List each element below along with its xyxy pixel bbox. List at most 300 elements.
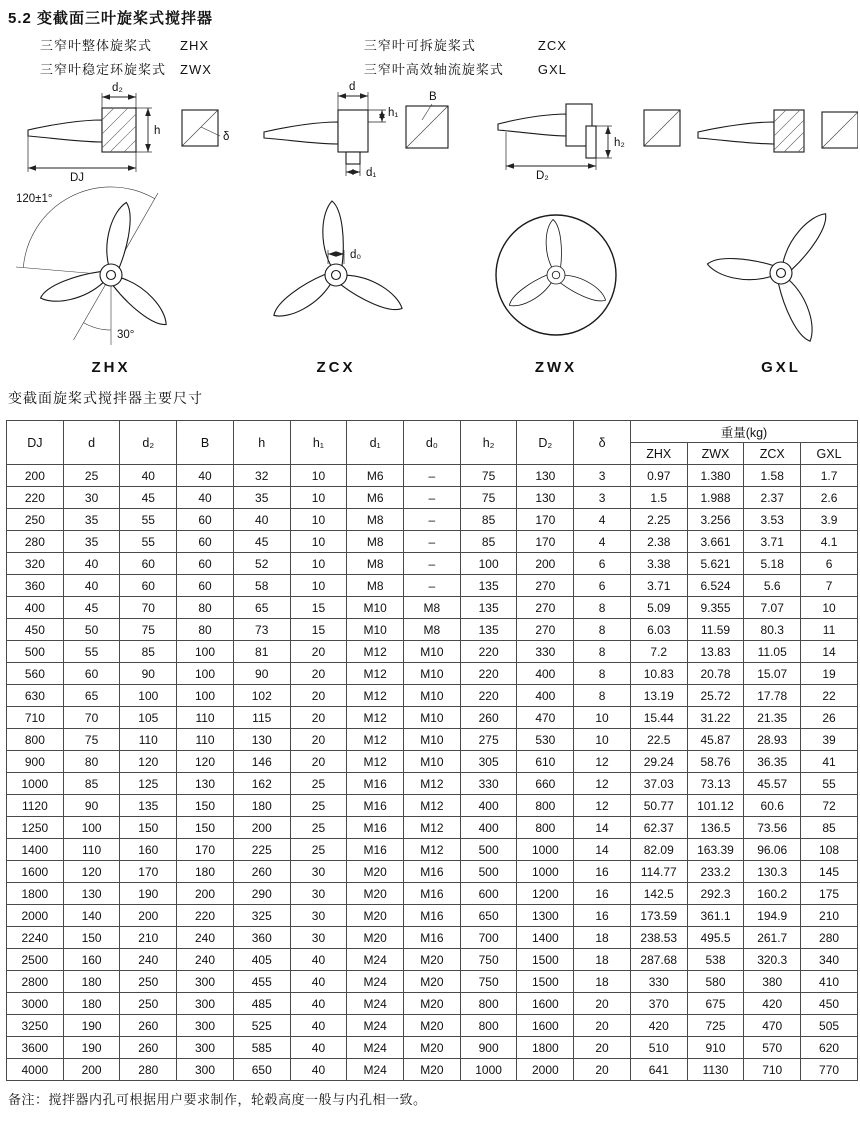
table-cell: 1800: [7, 883, 64, 905]
table-cell: 100: [63, 817, 120, 839]
table-cell: 675: [687, 993, 744, 1015]
table-cell: 20: [574, 1015, 631, 1037]
table-cell: 420: [630, 1015, 687, 1037]
table-cell: 102: [233, 685, 290, 707]
table-cell: 40: [290, 1015, 347, 1037]
table-cell: 800: [460, 1015, 517, 1037]
table-cell: M20: [347, 927, 404, 949]
table-cell: 280: [7, 531, 64, 553]
table-cell: 101.12: [687, 795, 744, 817]
table-cell: 85: [63, 773, 120, 795]
zwx-side-view: [498, 104, 625, 182]
table-cell: 35: [233, 487, 290, 509]
dim-delta-label: δ: [223, 131, 230, 143]
dim-d-label: d: [349, 81, 356, 93]
table-cell: M12: [404, 773, 461, 795]
table-cell: 7.07: [744, 597, 801, 619]
table-cell: 100: [177, 663, 234, 685]
table-cell: 1400: [7, 839, 64, 861]
table-cell: 361.1: [687, 905, 744, 927]
table-cell: 8: [574, 663, 631, 685]
table-row: [7, 1059, 858, 1081]
table-cell: 45.57: [744, 773, 801, 795]
table-row: [7, 927, 858, 949]
table-cell: 710: [744, 1059, 801, 1081]
table-cell: 70: [63, 707, 120, 729]
table-cell: 320.3: [744, 949, 801, 971]
table-cell: 20.78: [687, 663, 744, 685]
table-cell: 0.97: [630, 465, 687, 487]
table-cell: 300: [177, 1059, 234, 1081]
table-cell: 305: [460, 751, 517, 773]
table-cell: 50.77: [630, 795, 687, 817]
zcx-side-view: [264, 81, 398, 179]
table-cell: 3.661: [687, 531, 744, 553]
table-cell: 170: [517, 509, 574, 531]
table-cell: 10: [290, 575, 347, 597]
table-cell: 6.524: [687, 575, 744, 597]
table-cell: 146: [233, 751, 290, 773]
table-cell: 85: [801, 817, 858, 839]
table-cell: 1000: [7, 773, 64, 795]
table-cell: 1300: [517, 905, 574, 927]
table-cell: 40: [290, 949, 347, 971]
table-cell: 25: [290, 795, 347, 817]
table-cell: 55: [63, 641, 120, 663]
table-cell: 45: [233, 531, 290, 553]
table-cell: 610: [517, 751, 574, 773]
table-cell: 6: [574, 553, 631, 575]
type-list: [6, 35, 856, 78]
table-cell: M24: [347, 1037, 404, 1059]
table-cell: 400: [7, 597, 64, 619]
table-cell: 320: [7, 553, 64, 575]
table-cell: 250: [120, 971, 177, 993]
table-cell: 370: [630, 993, 687, 1015]
table-cell: 29.24: [630, 751, 687, 773]
table-cell: 65: [63, 685, 120, 707]
table-cell: 200: [233, 817, 290, 839]
table-cell: 10: [801, 597, 858, 619]
table-cell: 538: [687, 949, 744, 971]
table-cell: 500: [460, 839, 517, 861]
table-cell: 10: [290, 531, 347, 553]
table-cell: 287.68: [630, 949, 687, 971]
type-name: 三窄叶稳定环旋桨式: [40, 62, 167, 77]
table-cell: 750: [460, 971, 517, 993]
table-cell: 2.38: [630, 531, 687, 553]
table-cell: 6: [801, 553, 858, 575]
table-cell: 1.7: [801, 465, 858, 487]
table-cell: 2240: [7, 927, 64, 949]
table-cell: 100: [120, 685, 177, 707]
zwx-top-view: [496, 215, 616, 335]
table-cell: 60: [120, 553, 177, 575]
table-cell: 270: [517, 597, 574, 619]
table-cell: 660: [517, 773, 574, 795]
gxl-top-view: [706, 208, 834, 345]
table-cell: 190: [63, 1037, 120, 1059]
table-cell: 40: [63, 575, 120, 597]
table-cell: 150: [120, 817, 177, 839]
table-header-row-1: [7, 421, 858, 443]
table-cell: 58: [233, 575, 290, 597]
table-cell: 1000: [517, 861, 574, 883]
table-cell: 330: [630, 971, 687, 993]
table-row: [7, 1037, 858, 1059]
table-cell: 25: [290, 839, 347, 861]
table-cell: 360: [7, 575, 64, 597]
table-cell: 641: [630, 1059, 687, 1081]
table-cell: 135: [120, 795, 177, 817]
dim-d1-label: d₁: [366, 167, 377, 179]
table-cell: 150: [177, 795, 234, 817]
table-row: [7, 707, 858, 729]
table-cell: 162: [233, 773, 290, 795]
table-cell: 3: [574, 465, 631, 487]
weight-column-header-zhx: ZHX: [630, 443, 687, 465]
table-cell: 15: [290, 597, 347, 619]
table-cell: 270: [517, 575, 574, 597]
column-header-4: h: [233, 421, 290, 465]
table-cell: 28.93: [744, 729, 801, 751]
table-cell: 108: [801, 839, 858, 861]
table-cell: M6: [347, 465, 404, 487]
table-cell: 160: [63, 949, 120, 971]
table-cell: 25: [290, 817, 347, 839]
table-cell: M12: [404, 817, 461, 839]
table-cell: 36.35: [744, 751, 801, 773]
table-cell: 280: [120, 1059, 177, 1081]
table-cell: 19: [801, 663, 858, 685]
table-cell: 14: [574, 839, 631, 861]
table-cell: 25.72: [687, 685, 744, 707]
table-cell: 30: [290, 861, 347, 883]
table-cell: 420: [744, 993, 801, 1015]
table-cell: 37.03: [630, 773, 687, 795]
table-cell: 2.37: [744, 487, 801, 509]
table-cell: M24: [347, 1015, 404, 1037]
table-cell: 3: [574, 487, 631, 509]
table-cell: 10: [290, 509, 347, 531]
table-cell: 60.6: [744, 795, 801, 817]
table-row: [7, 663, 858, 685]
table-row: [7, 597, 858, 619]
table-cell: 7.2: [630, 641, 687, 663]
table-cell: 60: [177, 575, 234, 597]
caption-gxl: GXL: [761, 359, 801, 376]
table-cell: M24: [347, 949, 404, 971]
table-cell: 3250: [7, 1015, 64, 1037]
zcx-section-square: [406, 91, 448, 148]
table-cell: 18: [574, 949, 631, 971]
table-cell: M8: [347, 531, 404, 553]
table-cell: 360: [233, 927, 290, 949]
page-title: 5.2 变截面三叶旋桨式搅拌器: [8, 10, 214, 27]
table-cell: 1600: [517, 993, 574, 1015]
table-row: [7, 685, 858, 707]
table-cell: 1.58: [744, 465, 801, 487]
table-cell: 260: [460, 707, 517, 729]
table-cell: 3.71: [744, 531, 801, 553]
type-column-right: [364, 35, 567, 78]
table-cell: 250: [7, 509, 64, 531]
table-cell: 1.988: [687, 487, 744, 509]
table-cell: 1130: [687, 1059, 744, 1081]
table-cell: 18: [574, 971, 631, 993]
table-cell: 72: [801, 795, 858, 817]
table-cell: 25: [290, 773, 347, 795]
table-cell: 260: [233, 861, 290, 883]
table-cell: 130: [63, 883, 120, 905]
table-cell: 163.39: [687, 839, 744, 861]
table-cell: 8: [574, 597, 631, 619]
table-cell: 60: [177, 509, 234, 531]
table-cell: 58.76: [687, 751, 744, 773]
table-row: [7, 839, 858, 861]
table-cell: 40: [290, 993, 347, 1015]
type-column-left: [40, 35, 212, 78]
table-cell: 115: [233, 707, 290, 729]
dim-d2-label: d₂: [112, 82, 123, 94]
table-row: [7, 817, 858, 839]
table-cell: 114.77: [630, 861, 687, 883]
weight-column-header-zcx: ZCX: [744, 443, 801, 465]
type-item: [40, 35, 212, 54]
table-cell: 220: [7, 487, 64, 509]
table-cell: 26: [801, 707, 858, 729]
table-cell: 290: [233, 883, 290, 905]
table-cell: 495.5: [687, 927, 744, 949]
table-cell: 2800: [7, 971, 64, 993]
table-cell: 81: [233, 641, 290, 663]
table-cell: M12: [404, 839, 461, 861]
zcx-top-view: [268, 201, 406, 323]
table-cell: 110: [120, 729, 177, 751]
table-cell: 10: [290, 553, 347, 575]
type-name: 三窄叶高效轴流旋桨式: [363, 62, 504, 77]
table-cell: 1600: [517, 1015, 574, 1037]
table-cell: 900: [7, 751, 64, 773]
table-cell: 20: [290, 751, 347, 773]
table-cell: 3.71: [630, 575, 687, 597]
table-cell: 2.25: [630, 509, 687, 531]
table-cell: M8: [347, 509, 404, 531]
table-cell: M24: [347, 1059, 404, 1081]
table-cell: 25: [63, 465, 120, 487]
table-cell: 40: [290, 1059, 347, 1081]
table-cell: 260: [120, 1015, 177, 1037]
table-cell: 1250: [7, 817, 64, 839]
table-cell: 4: [574, 509, 631, 531]
table-cell: M8: [347, 575, 404, 597]
table-cell: 12: [574, 773, 631, 795]
table-cell: 505: [801, 1015, 858, 1037]
table-cell: 1.5: [630, 487, 687, 509]
table-cell: 220: [460, 663, 517, 685]
type-code: ZHX: [180, 38, 209, 53]
table-cell: 240: [120, 949, 177, 971]
table-cell: 40: [290, 971, 347, 993]
dim-angle30-label: 30°: [117, 329, 135, 341]
table-cell: 40: [233, 509, 290, 531]
table-cell: –: [404, 465, 461, 487]
table-cell: 90: [63, 795, 120, 817]
table-cell: 280: [801, 927, 858, 949]
table-row: [7, 883, 858, 905]
table-cell: 100: [177, 641, 234, 663]
table-cell: 5.621: [687, 553, 744, 575]
table-cell: 650: [233, 1059, 290, 1081]
table-cell: 175: [801, 883, 858, 905]
table-cell: 160.2: [744, 883, 801, 905]
table-cell: 250: [120, 993, 177, 1015]
table-cell: M12: [347, 729, 404, 751]
table-cell: 30: [290, 883, 347, 905]
table-cell: 200: [177, 883, 234, 905]
table-cell: 13.19: [630, 685, 687, 707]
table-cell: 180: [63, 971, 120, 993]
table-cell: 200: [63, 1059, 120, 1081]
table-cell: 60: [63, 663, 120, 685]
table-cell: 82.09: [630, 839, 687, 861]
table-row: [7, 465, 858, 487]
table-cell: 110: [177, 707, 234, 729]
table-cell: 120: [120, 751, 177, 773]
table-cell: 12: [574, 795, 631, 817]
table-cell: 85: [460, 509, 517, 531]
table-cell: 210: [801, 905, 858, 927]
table-cell: 130: [233, 729, 290, 751]
gxl-side-view: [698, 110, 804, 152]
table-cell: 275: [460, 729, 517, 751]
table-cell: 130.3: [744, 861, 801, 883]
table-cell: 500: [7, 641, 64, 663]
table-cell: 105: [120, 707, 177, 729]
table-cell: –: [404, 531, 461, 553]
dim-h-label: h: [154, 125, 161, 137]
type-item: [40, 59, 212, 78]
table-cell: M20: [347, 861, 404, 883]
table-cell: 173.59: [630, 905, 687, 927]
table-cell: M10: [404, 641, 461, 663]
table-cell: M10: [404, 729, 461, 751]
table-cell: –: [404, 487, 461, 509]
table-cell: 233.2: [687, 861, 744, 883]
table-cell: 31.22: [687, 707, 744, 729]
table-cell: 150: [177, 817, 234, 839]
table-cell: M12: [347, 707, 404, 729]
table-cell: 14: [574, 817, 631, 839]
table-row: [7, 861, 858, 883]
table-cell: 400: [517, 663, 574, 685]
table-cell: 194.9: [744, 905, 801, 927]
table-cell: 3.256: [687, 509, 744, 531]
table-cell: 300: [177, 971, 234, 993]
table-cell: 45.87: [687, 729, 744, 751]
zhx-top-view: [16, 187, 173, 345]
table-cell: 136.5: [687, 817, 744, 839]
table-cell: 200: [517, 553, 574, 575]
table-cell: 7: [801, 575, 858, 597]
table-cell: 190: [120, 883, 177, 905]
table-cell: 500: [460, 861, 517, 883]
table-cell: 16: [574, 883, 631, 905]
table-cell: M24: [347, 993, 404, 1015]
table-cell: M16: [347, 817, 404, 839]
table-row: [7, 949, 858, 971]
table-cell: 20: [290, 729, 347, 751]
table-cell: 75: [120, 619, 177, 641]
table-cell: M16: [404, 905, 461, 927]
table-cell: M12: [347, 663, 404, 685]
table-cell: 41: [801, 751, 858, 773]
table-cell: 14: [801, 641, 858, 663]
table-cell: 485: [233, 993, 290, 1015]
table-cell: M6: [347, 487, 404, 509]
table-row: [7, 795, 858, 817]
type-code: ZWX: [180, 62, 212, 77]
table-row: [7, 553, 858, 575]
table-cell: 55: [120, 509, 177, 531]
table-cell: M16: [347, 795, 404, 817]
table-cell: 10: [574, 729, 631, 751]
table-cell: 225: [233, 839, 290, 861]
table-cell: 800: [517, 795, 574, 817]
table-cell: 5.6: [744, 575, 801, 597]
table-cell: 455: [233, 971, 290, 993]
table-cell: M12: [347, 751, 404, 773]
table-cell: 450: [801, 993, 858, 1015]
table-cell: 60: [177, 553, 234, 575]
table-cell: 261.7: [744, 927, 801, 949]
table-cell: 40: [63, 553, 120, 575]
table-cell: 65: [233, 597, 290, 619]
column-header-0: DJ: [7, 421, 64, 465]
table-cell: 6.03: [630, 619, 687, 641]
table-cell: M12: [347, 641, 404, 663]
table-cell: 40: [120, 465, 177, 487]
table-cell: 15.44: [630, 707, 687, 729]
table-cell: 75: [63, 729, 120, 751]
table-cell: 560: [7, 663, 64, 685]
table-cell: 13.83: [687, 641, 744, 663]
table-cell: M20: [404, 1059, 461, 1081]
table-cell: 330: [460, 773, 517, 795]
table-cell: 710: [7, 707, 64, 729]
table-cell: 2.6: [801, 487, 858, 509]
table-cell: 100: [177, 685, 234, 707]
table-cell: 130: [517, 465, 574, 487]
table-row: [7, 971, 858, 993]
table-cell: 125: [120, 773, 177, 795]
table-cell: M20: [404, 971, 461, 993]
table-cell: 39: [801, 729, 858, 751]
table-cell: 73.13: [687, 773, 744, 795]
table-cell: 15: [290, 619, 347, 641]
table-cell: 120: [63, 861, 120, 883]
table-cell: 85: [120, 641, 177, 663]
table-cell: 90: [120, 663, 177, 685]
column-header-weight-group: 重量(kg): [630, 421, 857, 443]
caption-zhx: ZHX: [91, 359, 131, 376]
dim-D2-label: D₂: [536, 170, 549, 182]
table-cell: 55: [120, 531, 177, 553]
table-cell: M16: [404, 861, 461, 883]
table-cell: 400: [460, 817, 517, 839]
table-cell: 20: [290, 685, 347, 707]
table-cell: 300: [177, 1015, 234, 1037]
